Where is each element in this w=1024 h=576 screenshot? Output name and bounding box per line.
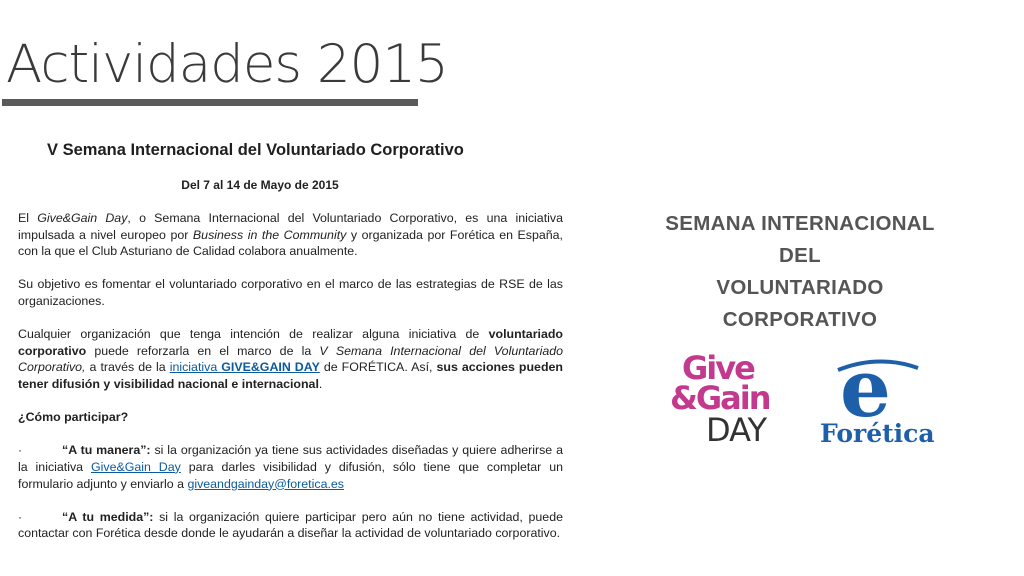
option-label: “A tu medida”: <box>62 509 154 524</box>
text: . <box>318 376 323 391</box>
section-heading: V Semana Internacional del Voluntariado Corporativo <box>47 141 464 159</box>
option-a-tu-medida <box>18 509 563 542</box>
giveandgain-day-link[interactable]: Give&Gain Day <box>90 459 181 474</box>
text-italic: Give&Gain Day <box>37 211 128 225</box>
banner-line: VOLUNTARIADO <box>716 276 884 299</box>
text-bold: sus acciones pueden tener difusión y visibilidad nacional e internacional <box>18 360 563 391</box>
give-and-gain-day-logo <box>670 345 810 445</box>
paragraph-objective: Su objetivo es fomentar el voluntariado corporativo en el marco de las estrategias de RSE de las organizaciones. <box>18 277 563 308</box>
link-text-bold: GIVE&GAIN DAY <box>221 360 320 375</box>
banner-line: DEL <box>779 244 821 267</box>
page-title: Actividades 2015 <box>6 34 448 95</box>
paragraph-participation <box>18 326 563 392</box>
logo-text: Give <box>682 349 754 387</box>
text-bold: voluntariado corporativo <box>18 327 563 358</box>
logo-text: e <box>840 348 891 435</box>
text: puede reforzarla en el marco de la <box>86 343 320 358</box>
text: para darles visibilidad y difusión, sólo tiene que completar un formulario adjunto y enviarlo a <box>18 459 563 491</box>
body-text <box>18 210 563 558</box>
logo-text: &Gain <box>670 379 770 417</box>
text: si la organización ya tiene sus actividades diseñadas y quiere adherirse a la iniciativa <box>18 443 563 474</box>
text: de FORÉTICA. Así, <box>319 360 437 375</box>
banner-line: SEMANA INTERNACIONAL <box>665 212 935 235</box>
foretica-logo <box>818 348 936 448</box>
event-dates: Del 7 al 14 de Mayo de 2015 <box>181 178 339 192</box>
text: y organizada por Forética en España, con la que el Club Asturiano de Calidad colabora anualmente. <box>18 227 563 259</box>
bullet: · <box>18 509 23 524</box>
event-banner <box>650 208 950 336</box>
email-link[interactable]: giveandgainday@foretica.es <box>187 476 344 491</box>
text: si la organización quiere participar pero aún no tiene actividad, puede contactar con Forética desde donde le ayudarán a diseñar la actividad de voluntariado corporativo. <box>18 509 563 541</box>
link-text: iniciativa <box>169 360 222 375</box>
text: El <box>18 211 38 225</box>
option-a-tu-manera <box>18 442 563 492</box>
text: , o Semana Internacional del Voluntariado Corporativo, es una iniciativa impulsada a nivel europeo por <box>18 211 563 242</box>
logo-text: DAY <box>706 411 767 445</box>
option-label: “A tu manera”: <box>62 443 151 458</box>
banner-line: CORPORATIVO <box>722 308 878 331</box>
bullet: · <box>18 443 23 458</box>
text: a través de la <box>85 360 170 375</box>
logo-text: Forética <box>820 419 935 448</box>
question-heading: ¿Cómo participar? <box>18 410 129 425</box>
text-italic: V Semana Internacional del Voluntariado Corporativo, <box>18 343 563 375</box>
text: Cualquier organización que tenga intención de realizar alguna iniciativa de <box>18 327 489 342</box>
text-italic: Business in the Community <box>192 227 347 242</box>
paragraph-intro <box>18 210 563 260</box>
giveandgain-initiative-link[interactable] <box>170 360 320 374</box>
title-underline <box>2 99 418 106</box>
